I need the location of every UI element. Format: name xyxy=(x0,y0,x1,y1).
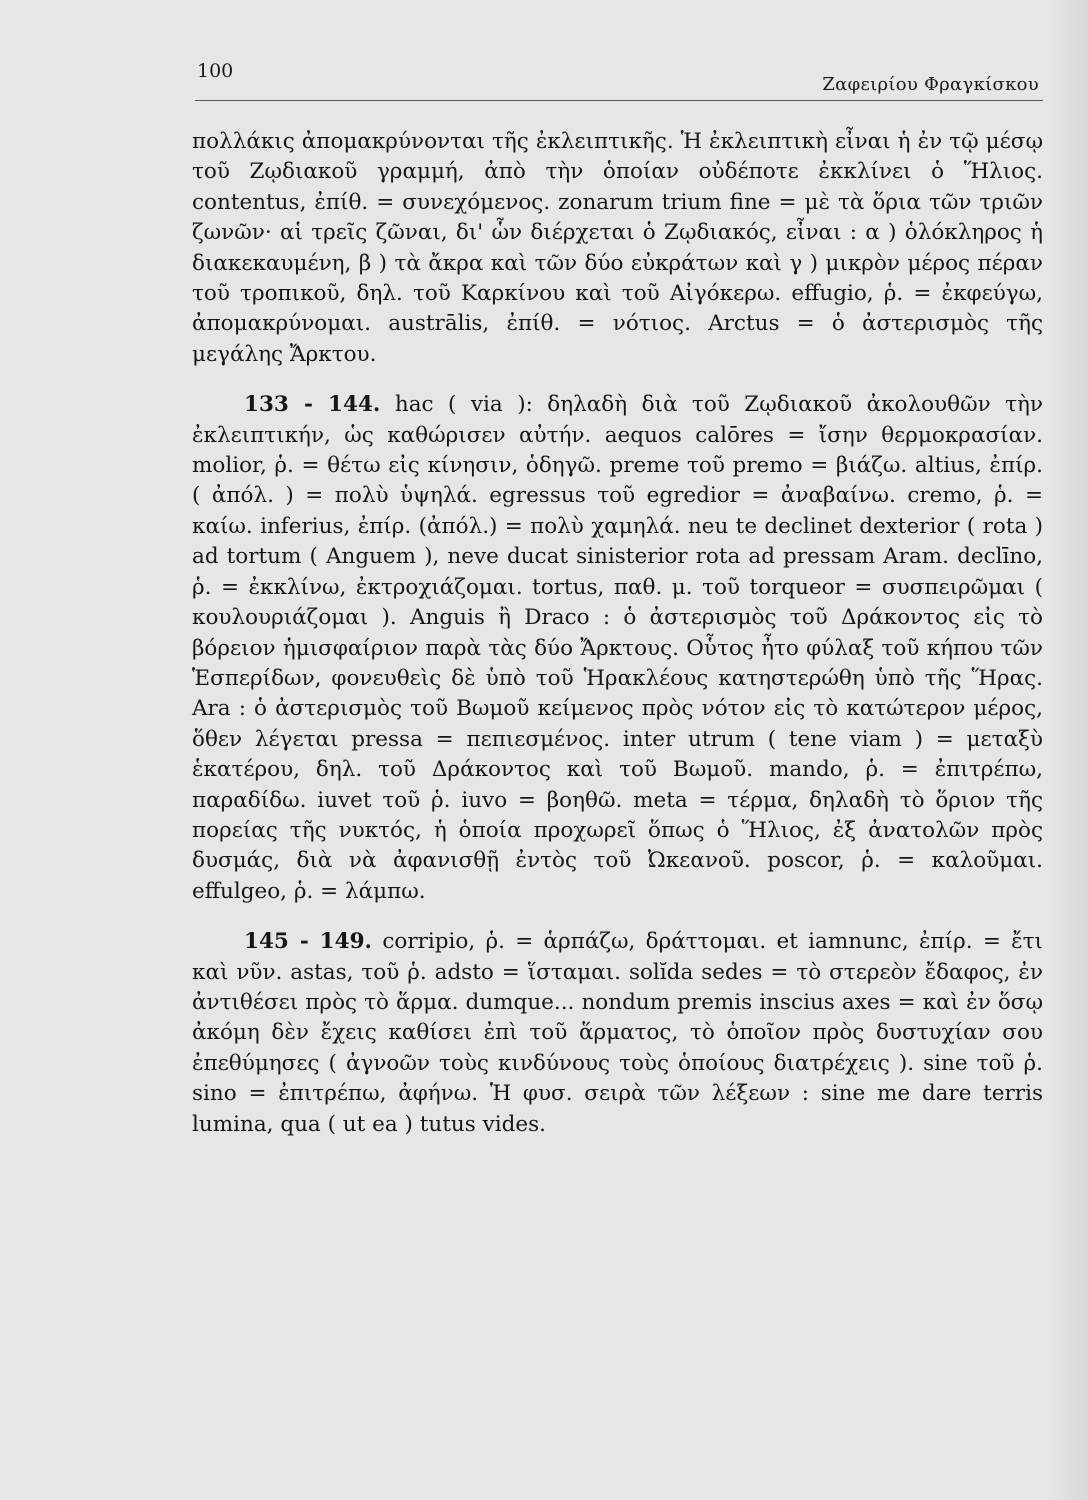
commentary-body xyxy=(192,127,1043,1140)
page-header xyxy=(195,60,1043,101)
paragraph-continuation xyxy=(192,127,1043,370)
verse-reference: 133 - 144. xyxy=(244,392,381,418)
paragraph-text: hac ( via ): δηλαδὴ διὰ τοῦ Ζῳδιακοῦ ἀκολουθῶν τὴν ἐκλειπτικήν, ὡς καθώρισεν αὐτήν. aequos calōres = ἴσην θερμοκρασίαν. molior, ῥ. = θέτω εἰς κίνησιν, ὁδηγῶ. preme τοῦ premo = βιάζω. altius, ἐπίρ. ( ἀπόλ. ) = πολὺ ὑψηλά. egressus τοῦ egredior = ἀναβαίνω. cremo, ῥ. = καίω. inferius, ἐπίρ. (ἀπόλ.) = πολὺ χαμηλά. neu te declinet dexterior ( rota ) ad tortum ( Anguem ), neve ducat sinisterior rota ad pressam Aram. declīno, ῥ. = ἐκκλίνω, ἐκτροχιάζομαι. tortus, παθ. μ. τοῦ torqueor = συσπειρῶμαι ( κουλουριάζομαι ). Anguis ἢ Draco : ὁ ἀστερισμὸς τοῦ Δράκοντος εἰς τὸ βόρειον ἡμισφαίριον παρὰ τὰς δύο Ἄρκτους. Οὗτος ἦτο φύλαξ τοῦ κήπου τῶν Ἑσπερίδων, φονευθεὶς δὲ ὑπὸ τοῦ Ἡρακλέους κατηστερώθη ὑπὸ τῆς Ἥρας. Ara : ὁ ἀστερισμὸς τοῦ Βωμοῦ κείμενος πρὸς νότον εἰς τὸ κατώτερον μέρος, ὅθεν λέγεται pressa = πεπιεσμένος. inter utrum ( tene viam ) = μεταξὺ ἑκατέρου, δηλ. τοῦ Δράκοντος καὶ τοῦ Βωμοῦ. mando, ῥ. = ἐπιτρέπω, παραδίδω. iuvet τοῦ ῥ. iuvo = βοηθῶ. meta = τέρμα, δηλαδὴ τὸ ὅριον τῆς πορείας τῆς νυκτός, ἡ ὁποία προχωρεῖ ὅπως ὁ Ἥλιος, ἐξ ἀνατολῶν πρὸς δυσμάς, διὰ νὰ ἀφανισθῇ ἐντὸς τοῦ Ὠκεανοῦ. poscor, ῥ. = καλοῦμαι. effulgeo, ῥ. = λάμπω. xyxy=(192,392,1043,904)
verse-reference: 145 - 149. xyxy=(244,929,373,955)
paragraph-text: πολλάκις ἀπομακρύνονται τῆς ἐκλειπτικῆς. Ἡ ἐκλειπτικὴ εἶναι ἡ ἐν τῷ μέσῳ τοῦ Ζῳδιακοῦ γραμμή, ἀπὸ τὴν ὁποίαν οὐδέποτε ἐκκλίνει ὁ Ἥλιος. contentus, ἐπίθ. = συνεχόμενος. zonarum trium fine = μὲ τὰ ὅρια τῶν τριῶν ζωνῶν· αἱ τρεῖς ζῶναι, δι' ὧν διέρχεται ὁ Ζῳδιακός, εἶναι : α ) ὁλόκληρος ἡ διακεκαυμένη, β ) τὰ ἄκρα καὶ τῶν δύο εὐκράτων καὶ γ ) μικρὸν μέρος πέραν τοῦ τροπικοῦ, δηλ. τοῦ Καρκίνου καὶ τοῦ Αἰγόκερω. effugio, ῥ. = ἐκφεύγω, ἀπομακρύνομαι. austrālis, ἐπίθ. = νότιος. Arctus = ὁ ἀστερισμὸς τῆς μεγάλης Ἄρκτου. xyxy=(192,129,1043,367)
paragraph-text: corripio, ῥ. = ἁρπάζω, δράττομαι. et iamnunc, ἐπίρ. = ἔτι καὶ νῦν. astas, τοῦ ῥ. adsto = ἵσταμαι. solĭda sedes = τὸ στερεὸν ἔδαφος, ἐν ἀντιθέσει πρὸς τὸ ἅρμα. dumque... nondum premis inscius axes = καὶ ἐν ὅσῳ ἀκόμη δὲν ἔχεις καθίσει ἐπὶ τοῦ ἅρματος, τὸ ὁποῖον πρὸς δυστυχίαν σου ἐπεθύμησες ( ἀγνοῶν τοὺς κινδύνους τοὺς ὁποίους διατρέχεις ). sine τοῦ ῥ. sino = ἐπιτρέπω, ἀφήνω. Ἡ φυσ. σειρὰ τῶν λέξεων : sine me dare terris lumina, qua ( ut ea ) tutus vides. xyxy=(192,929,1043,1137)
page-number: 100 xyxy=(197,60,234,82)
running-title: Ζαφειρίου Φραγκίσκου xyxy=(822,74,1039,95)
page-edge-shadow xyxy=(1048,0,1088,1500)
paragraph-verses-133-144 xyxy=(192,390,1043,907)
paragraph-verses-145-149 xyxy=(192,927,1043,1140)
